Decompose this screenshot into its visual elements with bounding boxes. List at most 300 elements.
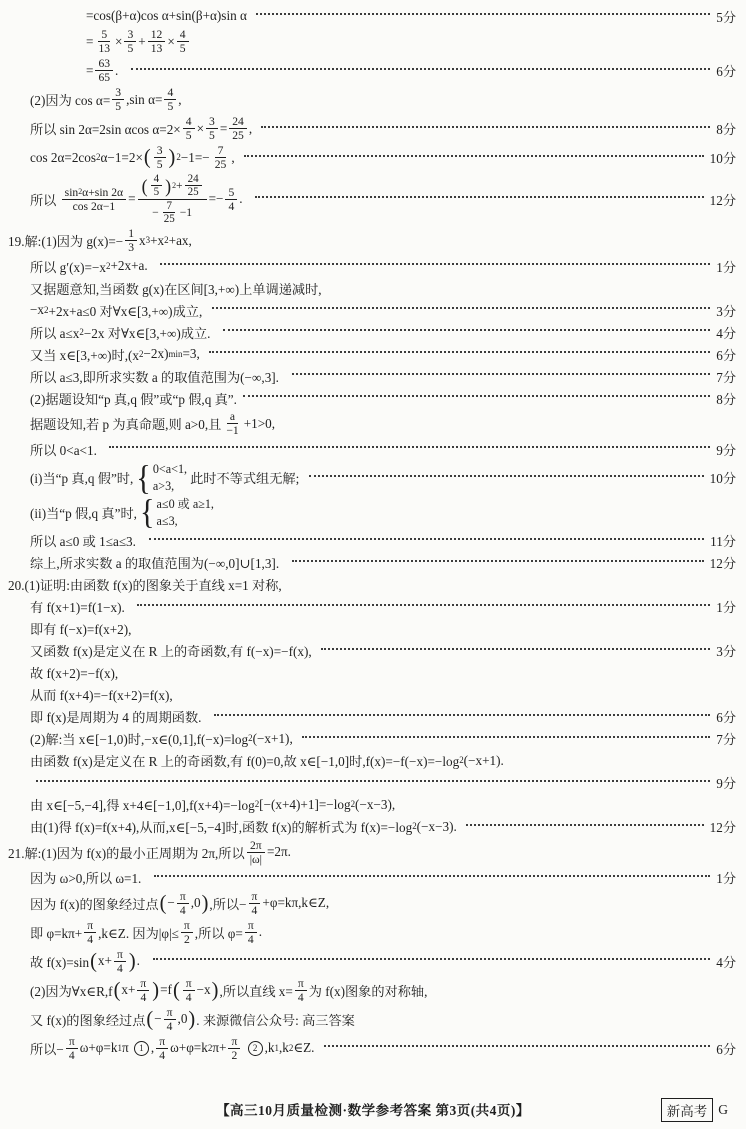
line-math [30,86,182,113]
text-run: 3 [209,115,215,128]
solution-line [0,1035,746,1062]
solution-line [0,773,746,793]
left-brace: { [136,458,151,498]
line-math [30,663,118,682]
text-run: 有 f(x+1)=f(1−x). [30,600,132,616]
text-run: , [178,91,182,107]
line-math [30,115,255,142]
page-footer [0,1099,746,1121]
dotted-leader [292,560,704,562]
subscript: 2 [412,821,417,832]
text-run: +φ=kπ,k∈Z, [262,895,330,911]
dotted-leader [261,126,710,128]
big-paren: ) [188,1007,196,1031]
score-mark: 3分 [716,303,736,319]
text-run: ,k [278,1040,289,1056]
cases-system [136,458,188,498]
text-run: 5 [156,158,163,171]
subscript: 1 [274,1042,279,1053]
solution-line [0,663,746,683]
text-run: 又函数 f(x)是定义在 R 上的奇函数,有 f(−x)=−f(x), [30,644,315,660]
fraction [114,948,126,975]
big-paren: ) [211,978,219,1002]
text-run: 0<a<1, [152,462,188,477]
line-math [30,301,206,320]
solution-line [0,839,746,866]
fraction [125,227,137,254]
line-math [30,707,208,726]
line-math [30,890,329,917]
text-run: 5 [115,100,122,113]
solution-line [0,458,746,498]
text-run: π [166,1005,173,1019]
solution-line [0,322,746,342]
text-run: ,k∈Z. 因为|φ|≤ [98,925,179,941]
text-run: 24 [187,173,199,185]
line-math [30,977,427,1004]
text-run: 故 f(x+2)=−f(x), [30,666,119,682]
line-math [30,919,262,946]
dotted-leader [131,68,710,70]
line-math [30,144,238,171]
score-mark: 5分 [716,9,736,25]
text-run: π [159,1034,166,1048]
text-run: ,k [264,1040,275,1056]
score-mark: 12分 [709,820,736,836]
exam-type-badge: 新高考 [661,1098,714,1122]
text-run: [−(x+4)+1]=−log [259,796,351,812]
text-run: +ax, [168,232,192,248]
line-math [30,257,154,276]
text-run: = [86,62,94,78]
text-run: (i)当“p 真,q 假”时, [30,471,134,487]
text-run: 4 [251,903,258,917]
fraction [228,1035,240,1062]
text-run: 4 [185,990,192,1004]
superscript: 2 [96,152,101,163]
solution-line [0,531,746,551]
text-run: 5 [209,129,215,142]
score-mark: 11分 [710,534,736,550]
text-run: (2)解:当 x∈[−1,0)时,−x∈(0,1],f(−x)=log [30,732,249,748]
text-run: 5 [228,185,235,199]
line-math [30,751,504,770]
text-run: 5 [167,100,174,113]
text-run: ,所以 φ= [194,925,243,941]
text-run: 25 [163,213,175,226]
text-run: 3 [115,86,122,99]
solution-line [0,597,746,617]
text-run: 4 [228,199,235,213]
text-run: π [183,918,190,932]
dotted-leader [137,604,710,606]
line-math [8,575,282,594]
solution-line [0,57,746,84]
solution-line [0,1006,746,1033]
text-run: 所以 a≤3,即所求实数 a 的取值范围为(−∞,3]. [30,369,286,385]
fraction [247,839,265,866]
dotted-leader [212,307,711,309]
text-run: −2x 对∀x∈[3,+∞)成立. [83,325,218,341]
subscript: 2 [350,799,356,810]
fraction [229,115,247,142]
fraction [185,173,202,199]
line-math [86,8,250,24]
line-math [30,948,147,975]
text-run: +2x+a≤0 对∀x∈[3,+∞)成立, [48,303,206,319]
text-run: a≤3, [156,513,178,528]
solution-line [0,115,746,142]
big-paren: ) [168,145,176,169]
solution-line [0,553,746,573]
cases-row [153,478,187,494]
dotted-leader [321,648,710,650]
fraction [206,115,218,142]
solution-line [0,28,746,55]
solution-line [0,619,746,639]
score-mark: 1分 [716,871,736,887]
text-run: 5 [101,28,108,41]
text-run: 13 [98,42,111,55]
dotted-leader [209,351,710,353]
text-run: 所以 [30,192,60,208]
text-run: +1>0, [243,415,276,431]
cases-system [139,492,214,532]
dotted-leader [223,329,710,331]
fraction [249,890,261,917]
fraction [151,173,163,199]
text-run: 4 [159,1048,166,1062]
text-run: 所以 0<a<1. [30,442,104,458]
text-run: 4 [297,990,304,1004]
text-run: =3, [182,346,204,362]
line-math [30,729,296,748]
text-run: 此时不等式组无解; [190,471,303,487]
dotted-leader [214,714,710,716]
line-math [30,795,395,814]
line-math [30,1035,318,1062]
text-run: 故 f(x)=sin [30,954,90,970]
text-run: = [128,191,136,207]
text-run: ,所以直线 x= [219,983,293,999]
text-run: α+sin 2α [82,185,124,199]
text-run: α−1=2× [100,149,143,165]
fraction [183,115,195,142]
score-mark: 4分 [716,954,736,970]
line-math [30,597,131,616]
line-math [30,173,249,225]
text-run: =2π. [266,844,291,860]
line-math [30,553,286,572]
score-mark: 8分 [716,391,736,407]
solution-line [0,890,746,917]
superscript: 2 [164,235,169,246]
text-run: cos 2α−1 [72,199,116,213]
text-run: 为 f(x)图象的对称轴, [308,983,428,999]
score-mark: 9分 [716,776,736,792]
solution-line [0,256,746,276]
text-run: 2π [250,838,262,852]
text-run: 65 [98,71,111,84]
score-mark: 12分 [709,556,736,572]
text-run: x+ [121,982,136,998]
line-math [30,440,103,459]
text-run: π [185,976,192,990]
text-run: ω+φ=k [79,1040,118,1056]
dotted-leader [466,824,704,826]
dotted-leader [324,1045,710,1047]
solution-line [0,729,746,749]
text-run: 4 [140,990,147,1004]
text-run: 5 [179,42,186,55]
text-run: π [140,976,147,990]
left-brace: { [139,492,155,532]
solution-line [0,6,746,26]
text-run: (−x−3), [355,796,396,812]
text-run: (−x−3). [416,818,461,834]
score-mark: 12分 [709,192,736,208]
score-mark: 10分 [709,151,736,166]
score-mark: 1分 [716,600,736,616]
subscript: 2 [288,1042,294,1053]
text-run: 4 [166,1019,173,1033]
text-run: π [116,947,123,961]
text-run: ∈Z. [293,1040,318,1056]
solution-line [0,795,746,815]
solution-line [0,144,746,171]
fraction [137,977,149,1004]
score-mark: 6分 [716,64,736,79]
superscript: 2 [176,152,181,163]
fraction [95,28,113,55]
text-run [242,1040,245,1056]
score-mark: 9分 [716,442,736,458]
text-run: sin [64,185,79,199]
fraction [138,173,207,225]
fraction [148,28,166,55]
line-math [30,323,217,342]
text-run: , [231,149,238,165]
text-run: 7 [166,199,172,212]
text-run: a>3, [152,478,175,493]
solution-line [0,300,746,320]
text-run: 即 f(x)是周期为 4 的周期函数. [30,710,209,726]
text-run: 综上,所求实数 a 的取值范围为(−∞,0]∪[1,3]. [30,556,286,572]
big-paren: ) [128,949,136,973]
text-run: 21.解:(1)因为 f(x)的最小正周期为 2π,所以 [8,845,245,861]
text-run: = [219,120,228,136]
line-math [30,367,286,386]
fraction [164,86,176,113]
fraction [177,28,189,55]
text-run: |ω| [249,852,262,866]
fraction [112,86,124,113]
fraction [66,1035,78,1062]
text-run: 所以− [30,1041,64,1057]
subscript: 1 [117,1042,122,1053]
line-math [8,839,291,866]
text-run: 24 [232,115,244,128]
dotted-leader [109,446,710,448]
line-math [30,279,322,298]
text-run: π [179,889,186,903]
cases-row [157,496,214,512]
fraction [212,144,230,171]
line-math [30,458,303,498]
text-run: 即有 f(−x)=f(x+2), [30,622,132,638]
text-run: 2 [183,932,190,946]
line-math [30,868,148,887]
text-run: 12 [150,28,163,41]
dotted-leader [256,13,710,15]
text-run: (2)因为∀x∈R,f [30,983,113,999]
line-math [30,619,131,638]
dotted-leader [244,155,704,157]
solution-line [0,344,746,364]
line-math [30,1006,355,1033]
text-run: cos 2α=2cos [30,149,96,165]
text-run: (−x+1). [463,752,504,768]
superscript: 2 [44,304,49,315]
text-run: 又当 x∈[3,+∞)时,(x [30,347,140,363]
text-run: − [167,895,175,911]
text-run: 即 φ=kπ+ [30,925,83,941]
big-paren: ( [159,891,167,915]
text-run: π [247,918,254,932]
fraction [62,186,126,213]
text-run: 又据题意知,当函数 g(x)在区间[3,+∞)上单调递减时, [30,281,322,297]
fraction [164,1006,176,1033]
text-run: π [297,976,304,990]
subscript: 2 [254,799,260,810]
text-run: 所以 g′(x)=−x [30,259,106,275]
fraction [223,410,241,437]
solution-line [0,439,746,459]
text-run: 63 [98,57,111,70]
text-run: ω+φ=k [170,1040,208,1056]
text-run: ,sin α= [126,91,163,107]
solution-line [0,227,746,254]
line-math [30,685,173,704]
text-run: (ii)当“p 假,q 真”时, [30,506,137,521]
solution-line [0,173,746,225]
text-run: π [68,1034,75,1048]
score-mark: 6分 [716,710,736,726]
text-run: − [152,206,159,220]
solution-line [0,919,746,946]
subscript: 2 [207,1042,213,1053]
text-run: . 来源微信公众号: 高三答案 [196,1012,355,1028]
score-mark: 6分 [716,347,736,363]
text-run: +x [150,232,165,248]
dotted-leader [255,196,703,198]
text-run: × [167,33,175,49]
dotted-leader [160,263,710,265]
text-run: (−x+1), [252,730,297,746]
line-math [30,817,460,836]
line-math [30,389,237,408]
dotted-leader [153,958,711,960]
text-run: a≤0 或 a≥1, [156,497,214,512]
dotted-leader [243,395,710,397]
score-mark: 10分 [709,471,736,487]
text-run: 所以 a≤0 或 1≤a≤3. [30,534,143,550]
text-run: +2x+a. [110,258,155,274]
text-run: 5 [153,186,160,199]
text-run: =cos(β+α)cos α+sin(β+α)sin α [86,8,251,23]
text-run: 5 [127,42,134,55]
text-run: π+ [212,1040,227,1056]
text-run: 20.(1)证明:由函数 f(x)的图象关于直线 x=1 对称, [8,578,282,594]
solution-line [0,977,746,1004]
text-run: 3 [156,144,163,157]
fraction [154,144,166,171]
text-run: 4 [167,86,174,99]
text-run: . [239,191,250,207]
fraction [295,977,307,1004]
dotted-leader [154,875,710,877]
dotted-leader [292,373,711,375]
text-run: x+ [97,953,112,969]
superscript: 2 [139,348,144,359]
big-paren: ( [172,978,180,1002]
fraction [225,186,237,213]
text-run: . [136,953,147,969]
big-paren: ( [146,1007,154,1031]
line-math [30,641,315,660]
score-mark: 8分 [716,122,736,137]
solution-line [0,388,746,408]
text-run: 因为 f(x)的图象经过点 [30,896,159,912]
text-run: 据题设知,若 p 为真命题,则 a>0,且 [30,417,222,433]
text-run: 从而 f(x+4)=−f(x+2)=f(x), [30,688,173,704]
score-mark: 7分 [716,369,736,385]
line-math [30,492,217,532]
text-run: −1=− [180,149,210,165]
big-paren: ) [201,891,209,915]
text-run: x [139,232,146,248]
score-mark: 4分 [716,325,736,341]
subscript: 2 [248,733,253,744]
big-paren: ) [165,175,172,197]
text-run: π [231,1034,238,1048]
fraction [181,919,193,946]
line-math [30,531,143,550]
score-mark: 7分 [716,732,736,748]
text-run: + [176,179,183,193]
superscript: 2 [172,180,177,190]
big-paren: ( [143,145,151,169]
solution-line [0,751,746,771]
text-run: −x [196,982,211,998]
text-run: . [115,62,125,78]
text-run: a [229,410,236,424]
solution-line [0,641,746,661]
text-run: π [121,1040,132,1056]
solution-line [0,575,746,595]
text-run: 19.解:(1)因为 g(x)=− [8,234,124,250]
big-paren: ( [90,949,97,973]
solution-line [0,817,746,837]
fraction [124,28,136,55]
text-run: ,0 [177,1011,188,1027]
solution-line [0,685,746,705]
text-run: 13 [150,42,163,55]
text-run: 7 [217,144,224,157]
text-run: × [115,33,123,49]
cases-row [157,513,214,529]
solution-line [0,707,746,727]
